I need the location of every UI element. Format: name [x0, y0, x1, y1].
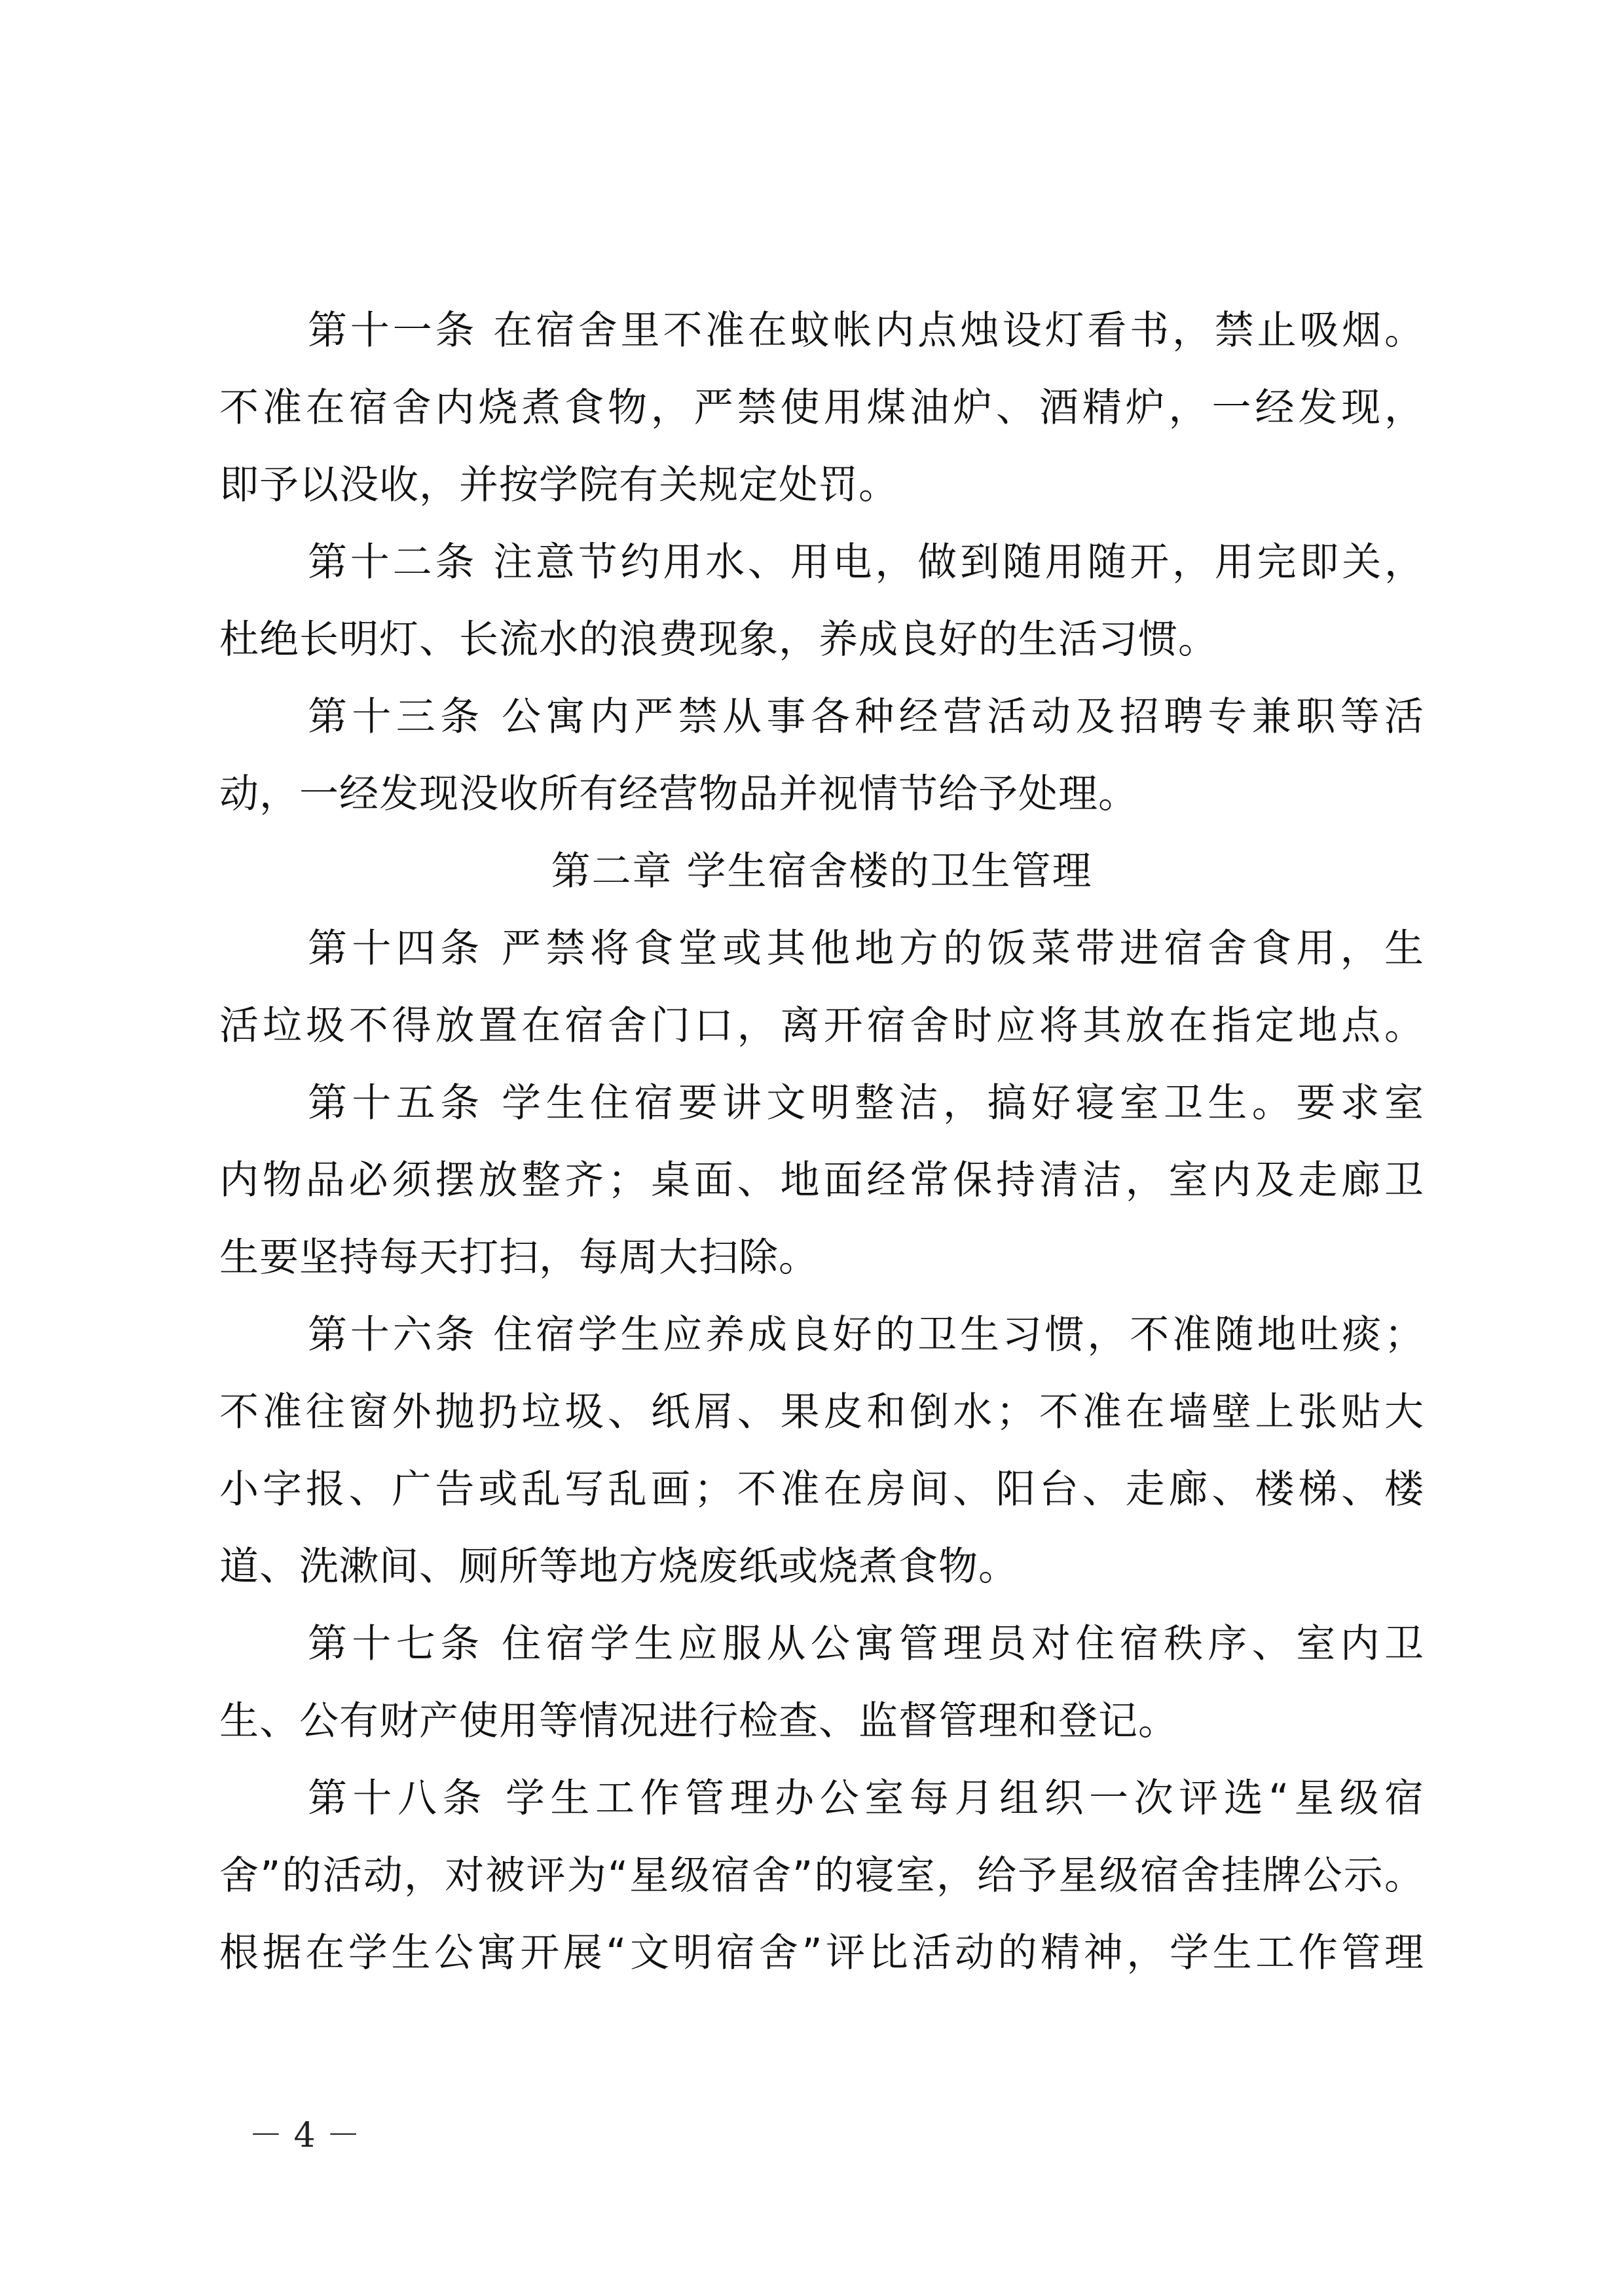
article-13-line-2: 动，一经发现没收所有经营物品并视情节给予处理。 [219, 771, 1138, 817]
page-number: － 4 － [249, 2116, 361, 2155]
article-11-line-3: 即予以没收，并按学院有关规定处罚。 [219, 462, 898, 508]
article-14-line-1: 第十四条 严禁将食堂或其他地方的饭菜带进宿舍食用，生 [308, 926, 1424, 972]
article-17-line-1: 第十七条 住宿学生应服从公寓管理员对住宿秩序、室内卫 [308, 1621, 1424, 1667]
article-18-line-1: 第十八条 学生工作管理办公室每月组织一次评选“星级宿 [308, 1776, 1424, 1821]
article-15-line-3: 生要坚持每天打扫，每周大扫除。 [219, 1235, 819, 1281]
article-14-line-2: 活垃圾不得放置在宿舍门口，离开宿舍时应将其放在指定地点。 [219, 1003, 1424, 1049]
article-15-line-2: 内物品必须摆放整齐；桌面、地面经常保持清洁，室内及走廊卫 [219, 1157, 1424, 1203]
article-16-line-1: 第十六条 住宿学生应养成良好的卫生习惯，不准随地吐痰； [308, 1312, 1424, 1358]
chapter-heading: 第二章 学生宿舍楼的卫生管理 [551, 848, 1093, 894]
article-16-line-3: 小字报、广告或乱写乱画；不准在房间、阳台、走廊、楼梯、楼 [219, 1467, 1424, 1512]
article-17-line-2: 生、公有财产使用等情况进行检查、监督管理和登记。 [219, 1698, 1178, 1744]
article-12-line-2: 杜绝长明灯、长流水的浪费现象，养成良好的生活习惯。 [219, 617, 1218, 663]
article-18-line-3: 根据在学生公寓开展“文明宿舍”评比活动的精神，学生工作管理 [219, 1930, 1424, 1976]
article-18-line-2: 舍”的活动，对被评为“星级宿舍”的寝室，给予星级宿舍挂牌公示。 [219, 1853, 1424, 1899]
article-16-line-4: 道、洗漱间、厕所等地方烧废纸或烧煮食物。 [219, 1544, 1018, 1590]
article-16-line-2: 不准往窗外抛扔垃圾、纸屑、果皮和倒水；不准在墙壁上张贴大 [219, 1389, 1424, 1435]
article-11-line-2: 不准在宿舍内烧煮食物，严禁使用煤油炉、酒精炉，一经发现， [219, 385, 1424, 431]
article-11-line-1: 第十一条 在宿舍里不准在蚊帐内点烛设灯看书，禁止吸烟。 [308, 308, 1424, 354]
article-12-line-1: 第十二条 注意节约用水、用电，做到随用随开，用完即关， [308, 539, 1424, 585]
article-13-line-1: 第十三条 公寓内严禁从事各种经营活动及招聘专兼职等活 [308, 694, 1424, 740]
article-15-line-1: 第十五条 学生住宿要讲文明整洁，搞好寝室卫生。要求室 [308, 1080, 1424, 1126]
